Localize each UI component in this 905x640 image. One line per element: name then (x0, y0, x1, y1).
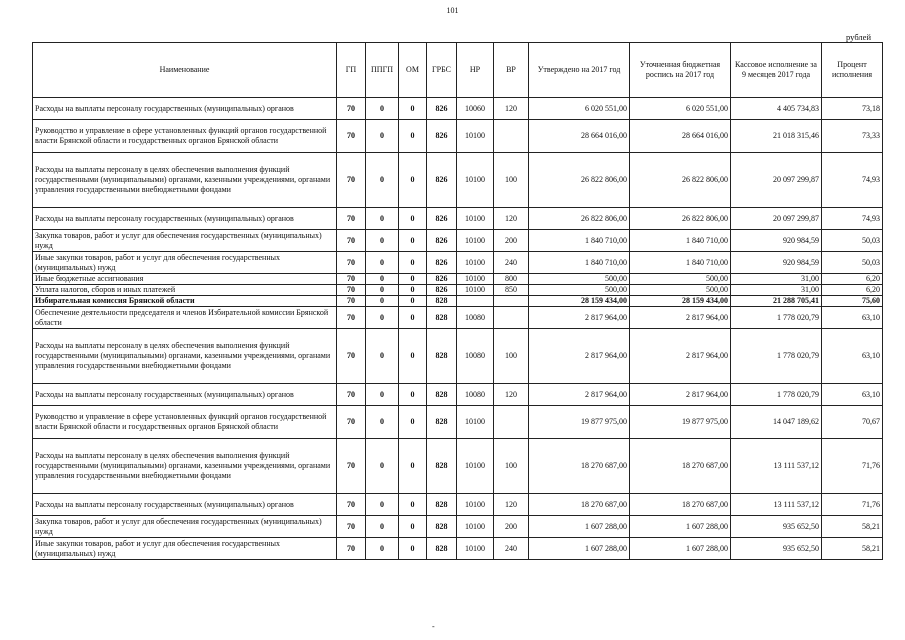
cell-nr: 10080 (457, 384, 494, 406)
cell-cash: 31,00 (731, 274, 822, 285)
cell-vr: 200 (494, 230, 529, 252)
table-row (33, 98, 883, 120)
cell-gp: 70 (337, 208, 366, 230)
cell-name: Расходы на выплаты персоналу государственных (муниципальных) органов (33, 384, 337, 406)
cell-vr (494, 307, 529, 329)
table-body (33, 98, 883, 560)
cell-grbs: 826 (427, 230, 457, 252)
cell-refined: 1 607 288,00 (630, 516, 731, 538)
cell-name: Расходы на выплаты персоналу государственных (муниципальных) органов (33, 208, 337, 230)
table-row (33, 307, 883, 329)
col-header-nr: НР (457, 43, 494, 98)
cell-vr: 120 (494, 384, 529, 406)
cell-percent: 58,21 (822, 538, 883, 560)
cell-gp: 70 (337, 406, 366, 439)
cell-ppgp: 0 (366, 274, 399, 285)
cell-approved: 28 664 016,00 (529, 120, 630, 153)
cell-name: Закупка товаров, работ и услуг для обеспечения государственных (муниципальных) нужд (33, 230, 337, 252)
cell-ppgp: 0 (366, 285, 399, 296)
cell-grbs: 826 (427, 274, 457, 285)
cell-vr: 120 (494, 208, 529, 230)
cell-cash: 31,00 (731, 285, 822, 296)
table-row (33, 538, 883, 560)
cell-om: 0 (399, 329, 427, 384)
cell-cash: 20 097 299,87 (731, 208, 822, 230)
cell-name: Иные закупки товаров, работ и услуг для обеспечения государственных (муниципальных) нужд (33, 252, 337, 274)
cell-ppgp: 0 (366, 538, 399, 560)
col-header-approved: Утверждено на 2017 год (529, 43, 630, 98)
cell-cash: 935 652,50 (731, 538, 822, 560)
cell-cash: 920 984,59 (731, 230, 822, 252)
cell-gp: 70 (337, 252, 366, 274)
cell-om: 0 (399, 208, 427, 230)
cell-approved: 18 270 687,00 (529, 439, 630, 494)
cell-refined: 2 817 964,00 (630, 307, 731, 329)
cell-approved: 18 270 687,00 (529, 494, 630, 516)
cell-percent: 70,67 (822, 406, 883, 439)
cell-gp: 70 (337, 98, 366, 120)
cell-grbs: 828 (427, 307, 457, 329)
cell-percent: 63,10 (822, 384, 883, 406)
cell-cash: 1 778 020,79 (731, 329, 822, 384)
cell-percent: 6,20 (822, 274, 883, 285)
cell-cash: 20 097 299,87 (731, 153, 822, 208)
cell-cash: 920 984,59 (731, 252, 822, 274)
cell-ppgp: 0 (366, 153, 399, 208)
cell-refined: 19 877 975,00 (630, 406, 731, 439)
cell-grbs: 828 (427, 406, 457, 439)
cell-vr: 100 (494, 439, 529, 494)
cell-approved: 1 607 288,00 (529, 516, 630, 538)
cell-nr: 10080 (457, 307, 494, 329)
cell-approved: 1 840 710,00 (529, 252, 630, 274)
table-row (33, 494, 883, 516)
cell-grbs: 828 (427, 516, 457, 538)
cell-refined: 1 840 710,00 (630, 252, 731, 274)
cell-nr: 10100 (457, 274, 494, 285)
cell-nr: 10100 (457, 285, 494, 296)
col-header-cash: Кассовое исполнение за 9 месяцев 2017 года (731, 43, 822, 98)
cell-gp: 70 (337, 120, 366, 153)
table-row (33, 252, 883, 274)
cell-grbs: 828 (427, 384, 457, 406)
cell-nr: 10100 (457, 406, 494, 439)
cell-refined: 18 270 687,00 (630, 439, 731, 494)
cell-ppgp: 0 (366, 120, 399, 153)
cell-cash: 21 018 315,46 (731, 120, 822, 153)
cell-gp: 70 (337, 307, 366, 329)
cell-om: 0 (399, 274, 427, 285)
cell-refined: 1 840 710,00 (630, 230, 731, 252)
cell-refined: 26 822 806,00 (630, 153, 731, 208)
cell-percent: 71,76 (822, 494, 883, 516)
cell-gp: 70 (337, 274, 366, 285)
cell-gp: 70 (337, 538, 366, 560)
cell-refined: 18 270 687,00 (630, 494, 731, 516)
cell-om: 0 (399, 384, 427, 406)
cell-gp: 70 (337, 516, 366, 538)
cell-refined: 28 159 434,00 (630, 296, 731, 307)
col-header-gp: ГП (337, 43, 366, 98)
cell-vr (494, 296, 529, 307)
cell-vr: 800 (494, 274, 529, 285)
page-number: 101 (446, 6, 459, 15)
cell-cash: 4 405 734,83 (731, 98, 822, 120)
table-row (33, 516, 883, 538)
cell-om: 0 (399, 296, 427, 307)
cell-vr (494, 406, 529, 439)
cell-grbs: 828 (427, 439, 457, 494)
cell-percent: 63,10 (822, 307, 883, 329)
cell-grbs: 826 (427, 285, 457, 296)
cell-cash: 1 778 020,79 (731, 307, 822, 329)
cell-cash: 13 111 537,12 (731, 494, 822, 516)
cell-approved: 1 607 288,00 (529, 538, 630, 560)
cell-grbs: 826 (427, 98, 457, 120)
table-row (33, 285, 883, 296)
cell-nr (457, 296, 494, 307)
cell-percent: 74,93 (822, 153, 883, 208)
cell-name: Закупка товаров, работ и услуг для обеспечения государственных (муниципальных) нужд (33, 516, 337, 538)
cell-grbs: 826 (427, 252, 457, 274)
cell-gp: 70 (337, 153, 366, 208)
cell-name: Иные бюджетные ассигнования (33, 274, 337, 285)
cell-grbs: 828 (427, 538, 457, 560)
cell-nr: 10080 (457, 329, 494, 384)
cell-om: 0 (399, 285, 427, 296)
cell-vr: 100 (494, 153, 529, 208)
cell-nr: 10100 (457, 208, 494, 230)
cell-percent: 50,03 (822, 252, 883, 274)
cell-vr (494, 120, 529, 153)
cell-gp: 70 (337, 285, 366, 296)
cell-vr: 240 (494, 252, 529, 274)
cell-nr: 10100 (457, 120, 494, 153)
cell-nr: 10100 (457, 153, 494, 208)
cell-percent: 50,03 (822, 230, 883, 252)
cell-refined: 500,00 (630, 274, 731, 285)
cell-approved: 500,00 (529, 274, 630, 285)
cell-refined: 2 817 964,00 (630, 329, 731, 384)
cell-name: Избирательная комиссия Брянской области (33, 296, 337, 307)
table-row (33, 296, 883, 307)
cell-ppgp: 0 (366, 406, 399, 439)
cell-name: Руководство и управление в сфере установленных функций органов государственной власти Брянской области и государственных органов Брянской области (33, 406, 337, 439)
cell-ppgp: 0 (366, 494, 399, 516)
footer-mark: - (432, 622, 435, 631)
table-row (33, 153, 883, 208)
cell-nr: 10060 (457, 98, 494, 120)
cell-approved: 28 159 434,00 (529, 296, 630, 307)
cell-percent: 6,20 (822, 285, 883, 296)
cell-om: 0 (399, 252, 427, 274)
col-header-name: Наименование (33, 43, 337, 98)
cell-cash: 14 047 189,62 (731, 406, 822, 439)
cell-approved: 2 817 964,00 (529, 384, 630, 406)
cell-ppgp: 0 (366, 516, 399, 538)
cell-name: Руководство и управление в сфере установленных функций органов государственной власти Брянской области и государственных органов Брянской области (33, 120, 337, 153)
cell-nr: 10100 (457, 439, 494, 494)
cell-refined: 26 822 806,00 (630, 208, 731, 230)
cell-name: Расходы на выплаты персоналу в целях обеспечения выполнения функций государственными (муниципальными) органами, казенными учреждениями, органами управления государственными внебюджетными фондами (33, 153, 337, 208)
cell-name: Расходы на выплаты персоналу государственных (муниципальных) органов (33, 98, 337, 120)
col-header-grbs: ГРБС (427, 43, 457, 98)
cell-gp: 70 (337, 384, 366, 406)
cell-gp: 70 (337, 230, 366, 252)
cell-percent: 58,21 (822, 516, 883, 538)
table-row (33, 329, 883, 384)
cell-name: Расходы на выплаты персоналу государственных (муниципальных) органов (33, 494, 337, 516)
cell-approved: 2 817 964,00 (529, 307, 630, 329)
cell-cash: 13 111 537,12 (731, 439, 822, 494)
cell-nr: 10100 (457, 252, 494, 274)
cell-gp: 70 (337, 439, 366, 494)
table-row (33, 274, 883, 285)
cell-om: 0 (399, 406, 427, 439)
cell-grbs: 828 (427, 296, 457, 307)
cell-grbs: 828 (427, 329, 457, 384)
cell-om: 0 (399, 230, 427, 252)
col-header-refined: Уточненная бюджетная роспись на 2017 год (630, 43, 731, 98)
table-row (33, 230, 883, 252)
table-row (33, 439, 883, 494)
table-header-row (33, 43, 883, 98)
cell-gp: 70 (337, 494, 366, 516)
cell-vr: 100 (494, 329, 529, 384)
cell-ppgp: 0 (366, 329, 399, 384)
cell-om: 0 (399, 98, 427, 120)
cell-approved: 500,00 (529, 285, 630, 296)
cell-grbs: 826 (427, 153, 457, 208)
cell-vr: 120 (494, 98, 529, 120)
table-row (33, 208, 883, 230)
cell-grbs: 826 (427, 208, 457, 230)
cell-percent: 73,18 (822, 98, 883, 120)
cell-vr: 850 (494, 285, 529, 296)
col-header-percent: Процент исполнения (822, 43, 883, 98)
cell-gp: 70 (337, 296, 366, 307)
cell-vr: 240 (494, 538, 529, 560)
table-row (33, 384, 883, 406)
cell-ppgp: 0 (366, 439, 399, 494)
cell-om: 0 (399, 538, 427, 560)
cell-ppgp: 0 (366, 384, 399, 406)
col-header-vr: ВР (494, 43, 529, 98)
cell-vr: 120 (494, 494, 529, 516)
cell-ppgp: 0 (366, 296, 399, 307)
cell-percent: 63,10 (822, 329, 883, 384)
cell-approved: 19 877 975,00 (529, 406, 630, 439)
cell-nr: 10100 (457, 230, 494, 252)
cell-percent: 74,93 (822, 208, 883, 230)
table-row (33, 406, 883, 439)
budget-table (32, 42, 883, 560)
cell-percent: 75,60 (822, 296, 883, 307)
cell-cash: 21 288 705,41 (731, 296, 822, 307)
cell-ppgp: 0 (366, 252, 399, 274)
cell-approved: 2 817 964,00 (529, 329, 630, 384)
cell-om: 0 (399, 307, 427, 329)
cell-percent: 73,33 (822, 120, 883, 153)
cell-refined: 500,00 (630, 285, 731, 296)
cell-om: 0 (399, 120, 427, 153)
col-header-ppgp: ППГП (366, 43, 399, 98)
cell-om: 0 (399, 153, 427, 208)
cell-nr: 10100 (457, 516, 494, 538)
cell-om: 0 (399, 516, 427, 538)
cell-cash: 1 778 020,79 (731, 384, 822, 406)
cell-vr: 200 (494, 516, 529, 538)
cell-ppgp: 0 (366, 208, 399, 230)
cell-refined: 1 607 288,00 (630, 538, 731, 560)
cell-refined: 2 817 964,00 (630, 384, 731, 406)
currency-unit: рублей (846, 32, 871, 42)
cell-approved: 26 822 806,00 (529, 153, 630, 208)
cell-refined: 6 020 551,00 (630, 98, 731, 120)
cell-grbs: 828 (427, 494, 457, 516)
cell-cash: 935 652,50 (731, 516, 822, 538)
table-row (33, 120, 883, 153)
cell-name: Иные закупки товаров, работ и услуг для обеспечения государственных (муниципальных) нужд (33, 538, 337, 560)
cell-om: 0 (399, 494, 427, 516)
cell-approved: 26 822 806,00 (529, 208, 630, 230)
cell-ppgp: 0 (366, 230, 399, 252)
cell-name: Уплата налогов, сборов и иных платежей (33, 285, 337, 296)
cell-name: Расходы на выплаты персоналу в целях обеспечения выполнения функций государственными (муниципальными) органами, казенными учреждениями, органами управления государственными внебюджетными фондами (33, 329, 337, 384)
cell-approved: 1 840 710,00 (529, 230, 630, 252)
cell-name: Расходы на выплаты персоналу в целях обеспечения выполнения функций государственными (муниципальными) органами, казенными учреждениями, органами управления государственными внебюджетными фондами (33, 439, 337, 494)
cell-om: 0 (399, 439, 427, 494)
cell-approved: 6 020 551,00 (529, 98, 630, 120)
col-header-om: ОМ (399, 43, 427, 98)
cell-nr: 10100 (457, 494, 494, 516)
cell-refined: 28 664 016,00 (630, 120, 731, 153)
cell-ppgp: 0 (366, 98, 399, 120)
cell-ppgp: 0 (366, 307, 399, 329)
cell-name: Обеспечение деятельности председателя и членов Избирательной комиссии Брянской области (33, 307, 337, 329)
cell-percent: 71,76 (822, 439, 883, 494)
cell-grbs: 826 (427, 120, 457, 153)
cell-nr: 10100 (457, 538, 494, 560)
cell-gp: 70 (337, 329, 366, 384)
